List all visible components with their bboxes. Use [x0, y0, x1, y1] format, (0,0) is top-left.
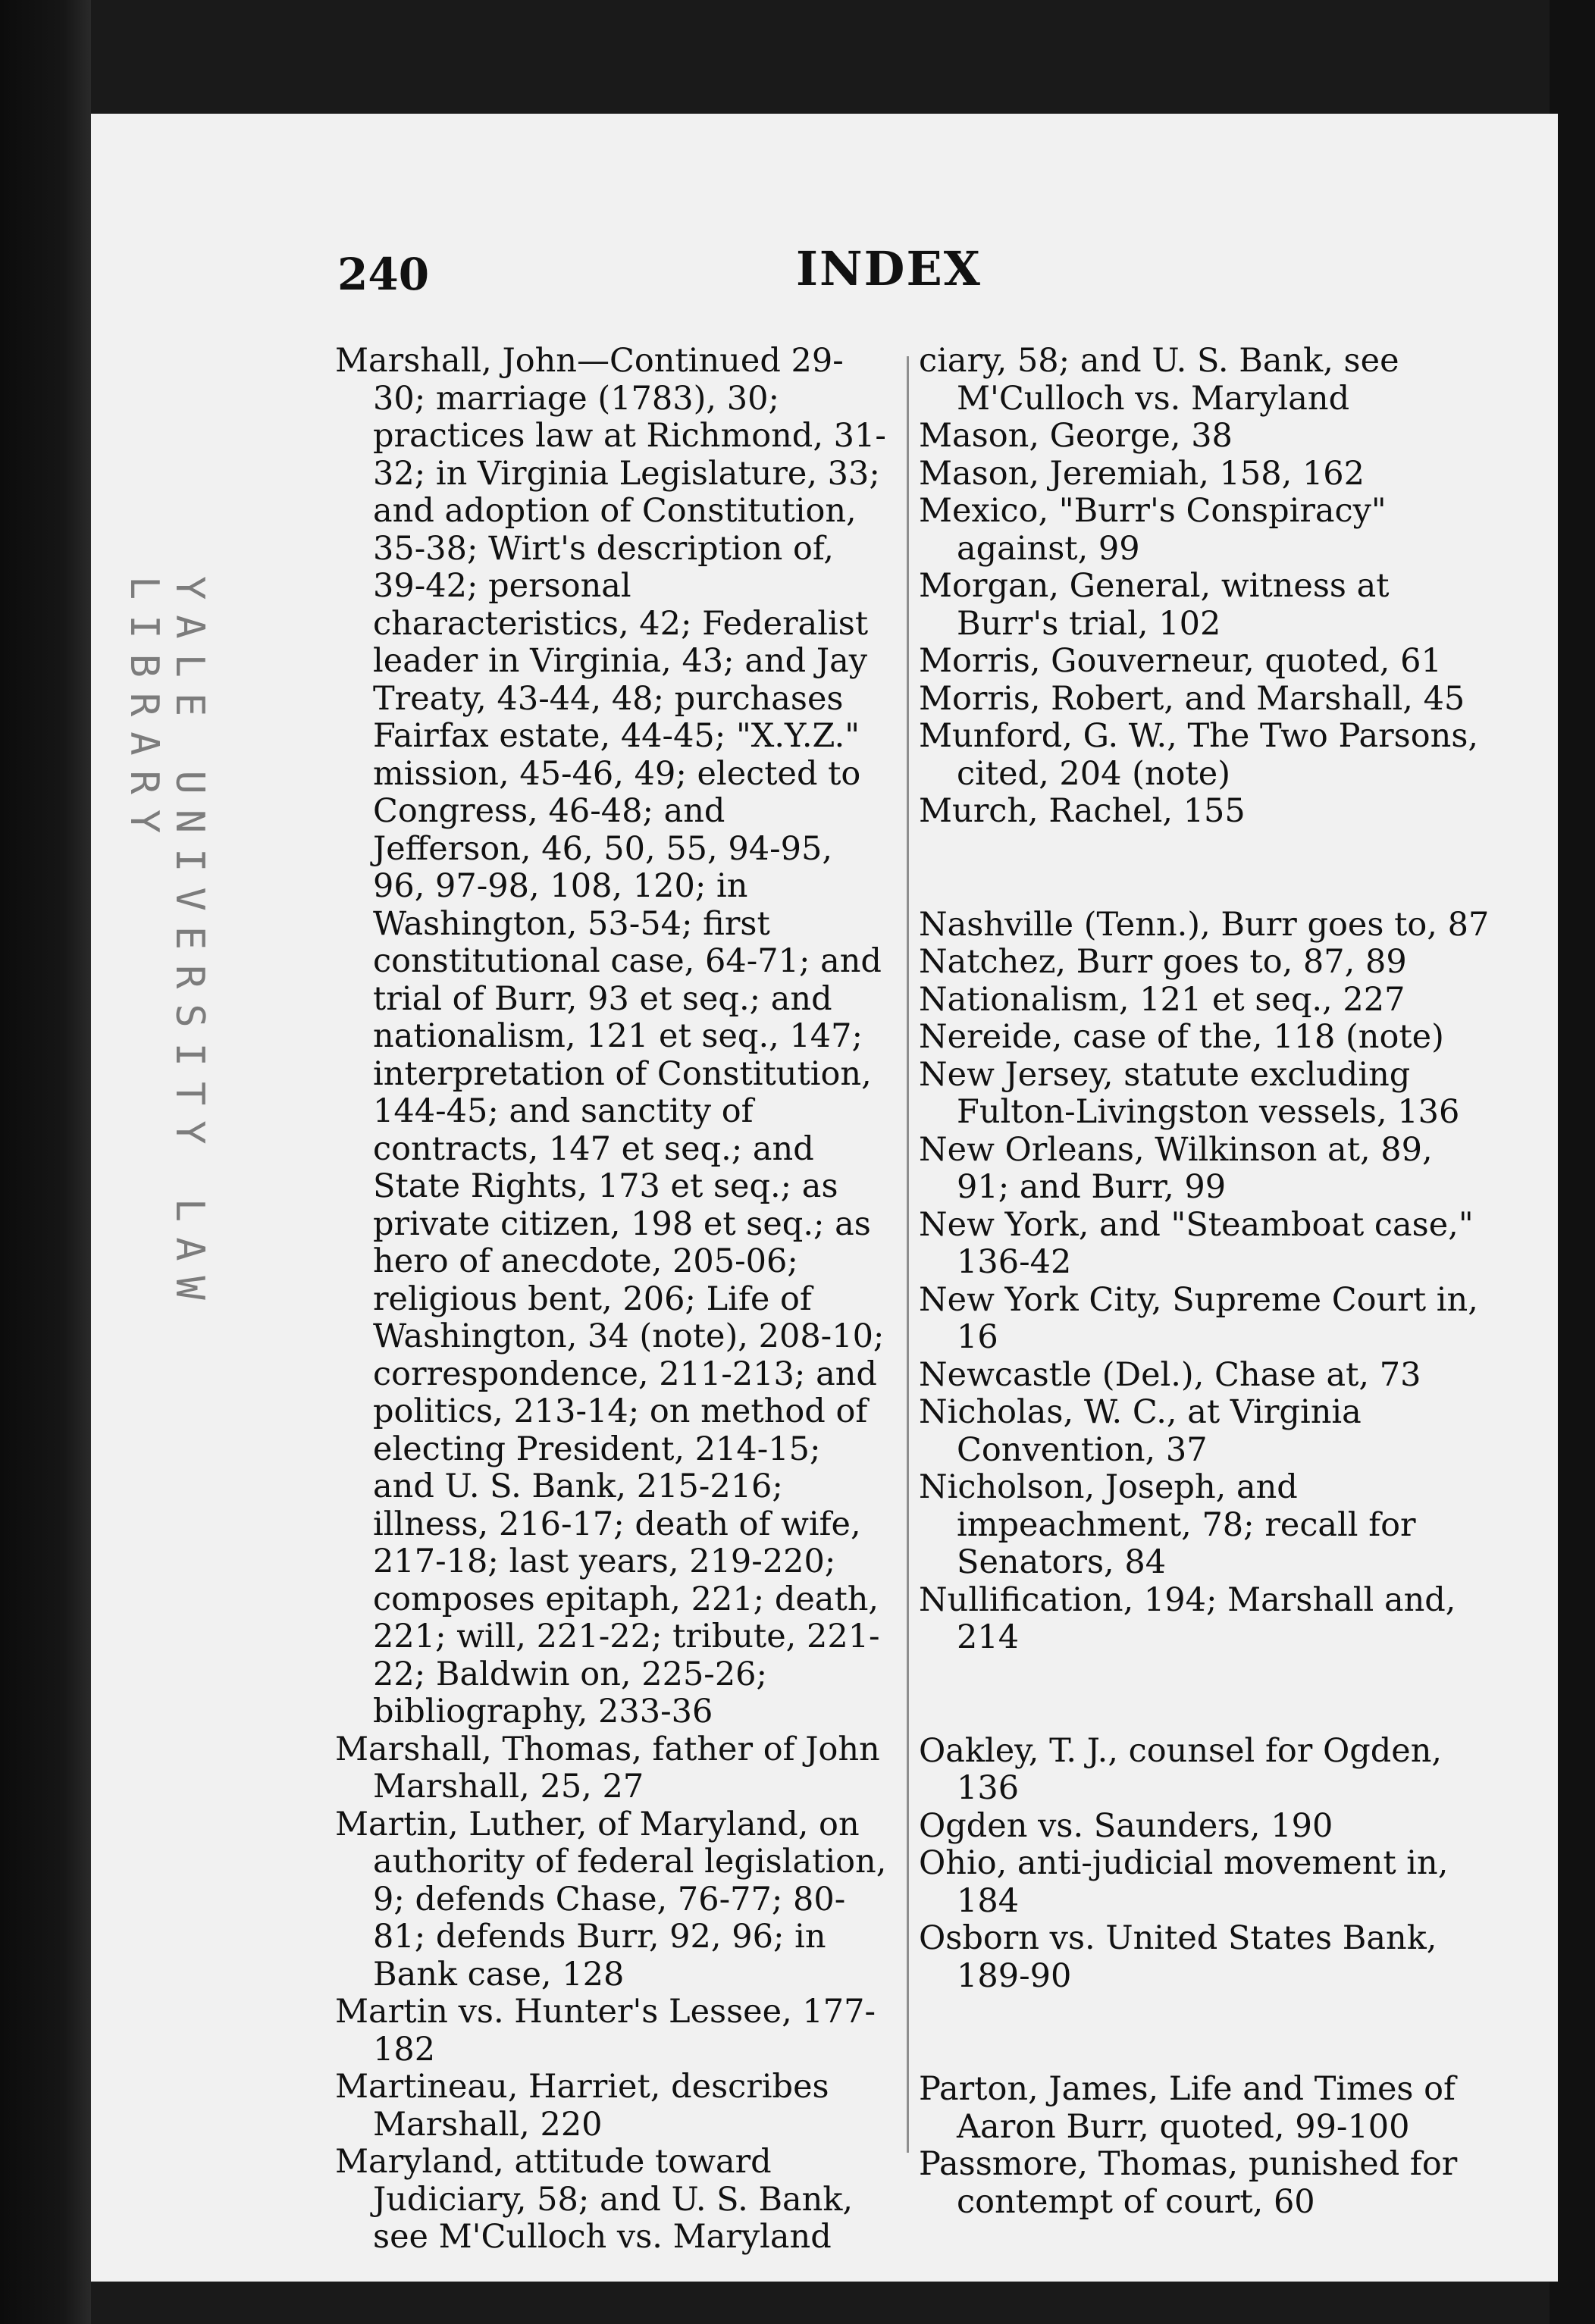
index-entry: Morris, Gouverneur, quoted, 61 — [919, 642, 1442, 680]
index-entry: Ogden vs. Saunders, 190 — [919, 1806, 1333, 1845]
index-entry: Murch, Rachel, 155 — [919, 792, 1246, 830]
index-entry: Marshall, John—Continued 29-30; marriage (1783), 30; practices law at Richmond, 31-32; in Virginia Legislature, 33; and adoption of Constitution, 35-38; Wirt's description of, 39-42; personal characteristics, 42; Federalist leader in Virginia, 43; and Jay Treaty, 43-44, 48; purchases Fairfax estate, 44-45; "X.Y.Z." mission, 45-46, 49; elected to Congress, 46-48; and Jefferson, 46, 50, 55, 94-95, 96, 97-98, 108, 120; in Washington, 53-54; first constitutional case, 64-71; and trial of Burr, 93 et seq.; and nationalism, 121 et seq., 147; interpretation of Constitution, 144-45; and sanctity of contracts, 147 et seq.; and State Rights, 173 et seq.; as private citizen, 198 et seq.; as hero of anecdote, 205-06; religious bent, 206; Life of Washington, 34 (note), 208-10; correspondence, 211-213; and politics, 213-14; on method of electing President, 214-15; and U. S. Bank, 215-216; illness, 216-17; death of wife, 217-18; last years, 219-220; composes epitaph, 221; death, 221; will, 221-22; tribute, 221-22; Baldwin on, 225-26; bibliography, 233-36 — [335, 342, 886, 1730]
left-scan-border — [0, 0, 91, 2324]
index-entry: Mexico, "Burr's Conspiracy" against, 99 — [919, 492, 1387, 568]
index-entry: Mason, George, 38 — [919, 417, 1233, 455]
index-entry: Nationalism, 121 et seq., 227 — [919, 980, 1405, 1019]
index-entry: Morris, Robert, and Marshall, 45 — [919, 679, 1465, 718]
index-entry: Nicholas, W. C., at Virginia Convention, 37 — [919, 1393, 1362, 1469]
index-entry: Nashville (Tenn.), Burr goes to, 87 — [919, 905, 1490, 944]
index-entry: New York, and "Steamboat case," 136-42 — [919, 1205, 1474, 1281]
library-stamp: YALE UNIVERSITY LAW LIBRARY — [121, 576, 212, 1315]
index-entry: Maryland, attitude toward Judiciary, 58; and U. S. Bank, see M'Culloch vs. Maryland — [335, 2143, 854, 2256]
index-entry: Nereide, case of the, 118 (note) — [919, 1018, 1444, 1056]
index-entry: ciary, 58; and U. S. Bank, see M'Culloch vs. Maryland — [919, 342, 1399, 418]
index-entry: Martineau, Harriet, describes Marshall, 220 — [335, 2068, 829, 2144]
section-gap — [919, 1995, 1495, 2071]
running-head: INDEX — [796, 241, 982, 296]
index-entry: Natchez, Burr goes to, 87, 89 — [919, 943, 1407, 981]
index-entry: Ohio, anti-judicial movement in, 184 — [919, 1844, 1449, 1920]
index-column-left — [335, 343, 888, 2257]
index-entry: Nicholson, Joseph, and impeachment, 78; recall for Senators, 84 — [919, 1468, 1416, 1581]
index-entry: New York City, Supreme Court in, 16 — [919, 1280, 1478, 1356]
section-gap — [919, 831, 1495, 907]
index-entry: Parton, James, Life and Times of Aaron Burr, quoted, 99-100 — [919, 2070, 1456, 2146]
index-entry: New Orleans, Wilkinson at, 89, 91; and Burr, 99 — [919, 1130, 1433, 1206]
index-entry: New Jersey, statute excluding Fulton-Livingston vessels, 136 — [919, 1055, 1460, 1131]
index-entry: Martin vs. Hunter's Lessee, 177-182 — [335, 1993, 876, 2069]
index-column-right — [919, 343, 1495, 2221]
index-entry: Osborn vs. United States Bank, 189-90 — [919, 1919, 1437, 1995]
index-entry: Marshall, Thomas, father of John Marshall, 25, 27 — [335, 1730, 880, 1806]
column-divider — [907, 356, 909, 2153]
index-entry: Mason, Jeremiah, 158, 162 — [919, 454, 1365, 493]
index-entry: Passmore, Thomas, punished for contempt of court, 60 — [919, 2145, 1458, 2221]
page-number: 240 — [337, 249, 430, 300]
index-entry: Oakley, T. J., counsel for Ogden, 136 — [919, 1731, 1443, 1807]
index-entry: Martin, Luther, of Maryland, on authority of federal legislation, 9; defends Chase, 76-77; 80-81; defends Burr, 92, 96; in Bank case, 128 — [335, 1805, 887, 1994]
index-entry: Morgan, General, witness at Burr's trial, 102 — [919, 567, 1390, 643]
section-gap — [919, 1657, 1495, 1733]
index-entry: Newcastle (Del.), Chase at, 73 — [919, 1355, 1421, 1394]
index-entry: Munford, G. W., The Two Parsons, cited, 204 (note) — [919, 717, 1479, 793]
index-entry: Nullification, 194; Marshall and, 214 — [919, 1580, 1456, 1656]
